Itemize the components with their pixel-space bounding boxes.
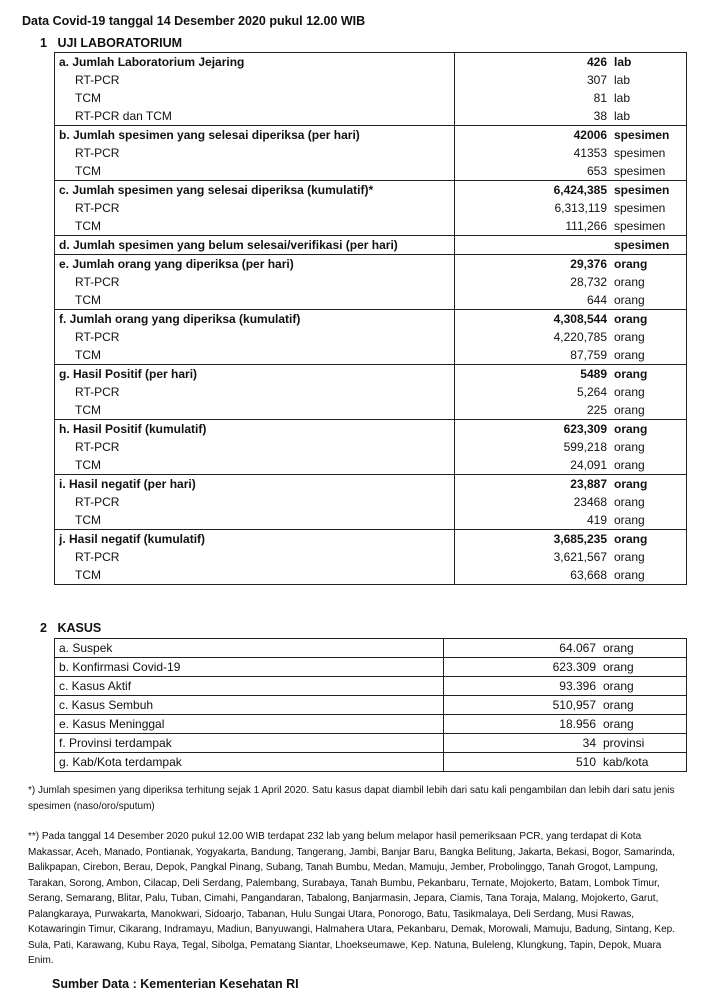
- row-value: 29,376: [455, 255, 612, 274]
- subrow-unit: orang: [614, 495, 645, 509]
- case-label: e. Kasus Meninggal: [55, 715, 444, 734]
- subrow-value: 38: [455, 107, 612, 126]
- case-label: a. Suspek: [55, 639, 444, 658]
- row-label: h. Hasil Positif (kumulatif): [55, 420, 455, 439]
- subrow-label: TCM: [75, 568, 101, 582]
- row-unit: lab: [614, 55, 632, 69]
- subrow-unit: orang: [614, 403, 645, 417]
- subrow-unit: orang: [614, 275, 645, 289]
- section-2-label: KASUS: [57, 621, 102, 635]
- table-row: [55, 677, 687, 696]
- table-row: [55, 734, 687, 753]
- footnote-specimen: *) Jumlah spesimen yang diperiksa terhitung sejak 1 April 2020. Satu kasus dapat diambil lebih dari satu kali pengambilan dan lebih dari satu jenis spesimen (naso/oro/sputum): [28, 785, 675, 812]
- subrow-value: 23468: [455, 493, 612, 511]
- subrow-value: 81: [455, 89, 612, 107]
- table-subrow: [55, 89, 687, 107]
- row-label: i. Hasil negatif (per hari): [55, 475, 455, 494]
- case-unit: orang: [600, 715, 687, 734]
- row-value: 4,308,544: [455, 310, 612, 329]
- table-subrow: [55, 217, 687, 236]
- case-unit: orang: [600, 677, 687, 696]
- table-subrow: [55, 199, 687, 217]
- table-row: [55, 753, 687, 772]
- row-label: b. Jumlah spesimen yang selesai diperiksa (per hari): [55, 126, 455, 145]
- subrow-unit: spesimen: [614, 146, 666, 160]
- table-row: [55, 310, 687, 329]
- subrow-unit: orang: [614, 568, 645, 582]
- subrow-value: 28,732: [455, 273, 612, 291]
- subrow-unit: orang: [614, 458, 645, 472]
- case-value: 510: [444, 753, 601, 772]
- subrow-unit: lab: [614, 109, 631, 123]
- subrow-label: TCM: [75, 458, 101, 472]
- case-label: f. Provinsi terdampak: [55, 734, 444, 753]
- cases-table: [54, 638, 687, 772]
- row-unit: orang: [611, 310, 687, 329]
- subrow-label: TCM: [75, 164, 101, 178]
- row-unit: spesimen: [611, 126, 687, 145]
- case-value: 64.067: [444, 639, 601, 658]
- subrow-label: RT-PCR: [75, 550, 120, 564]
- row-unit: spesimen: [611, 236, 687, 255]
- case-value: 18.956: [444, 715, 601, 734]
- table-row: [55, 365, 687, 384]
- row-label: d. Jumlah spesimen yang belum selesai/verifikasi (per hari): [55, 236, 455, 255]
- subrow-value: 653: [455, 162, 612, 181]
- subrow-label: TCM: [75, 293, 101, 307]
- subrow-value: 111,266: [455, 217, 612, 236]
- subrow-value: 599,218: [455, 438, 612, 456]
- table-subrow: [55, 107, 687, 126]
- row-label: g. Hasil Positif (per hari): [55, 365, 455, 384]
- subrow-label: RT-PCR dan TCM: [75, 109, 172, 123]
- row-value: 623,309: [455, 420, 612, 439]
- row-value: 23,887: [455, 475, 612, 494]
- row-unit: spesimen: [611, 181, 687, 200]
- table-subrow: [55, 566, 687, 584]
- subrow-value: 3,621,567: [455, 548, 612, 566]
- subrow-label: TCM: [75, 403, 101, 417]
- row-label: a. Jumlah Laboratorium Jejaring: [59, 55, 245, 69]
- row-unit: orang: [611, 420, 687, 439]
- row-value: [455, 236, 612, 255]
- row-unit: orang: [611, 530, 687, 549]
- subrow-label: RT-PCR: [75, 440, 120, 454]
- subrow-value: 4,220,785: [455, 328, 612, 346]
- subrow-unit: spesimen: [614, 164, 666, 178]
- case-value: 34: [444, 734, 601, 753]
- case-value: 510,957: [444, 696, 601, 715]
- section-1-heading: [40, 36, 182, 50]
- table-subrow: [55, 346, 687, 365]
- table-subrow: [55, 401, 687, 420]
- case-unit: orang: [600, 658, 687, 677]
- case-unit: provinsi: [600, 734, 687, 753]
- table-subrow: [55, 438, 687, 456]
- subrow-label: TCM: [75, 348, 101, 362]
- table-subrow: [55, 548, 687, 566]
- row-value: 42006: [455, 126, 612, 145]
- subrow-unit: orang: [614, 440, 645, 454]
- subrow-unit: orang: [614, 293, 645, 307]
- lab-test-table: [54, 52, 687, 585]
- case-label: g. Kab/Kota terdampak: [55, 753, 444, 772]
- row-label: e. Jumlah orang yang diperiksa (per hari): [55, 255, 455, 274]
- case-label: c. Kasus Sembuh: [55, 696, 444, 715]
- footnote-unreported-labs: **) Pada tanggal 14 Desember 2020 pukul 12.00 WIB terdapat 232 lab yang belum melapor hasil pemeriksaan PCR, yang terdapat di Kota Makassar, Aceh, Manado, Pontianak, Yogyakarta, Bandung, Tangerang, Jambi, Banjar Baru, Bangka Belitung, Jakarta, Bekasi, Bogor, Samarinda, Balikpapan, Cirebon, Berau, Depok, Pangkal Pinang, Subang, Tanah Bumbu, Medan, Mamuju, Jember, Probolinggo, Tanah Grogot, Lampung, Tarakan, Sorong, Ambon, Cilacap, Deli Serdang, Palembang, Surabaya, Tanah Bumbu, Pekanbaru, Ternate, Mojokerto, Batam, Lombok Timur, Serang, Semarang, Blitar, Palu, Tuban, Cimahi, Pangandaran, Tabalong, Banjarmasin, Jepara, Ciamis, Tana Toraja, Malang, Mojokerto, Garut, Palangkaraya, Purwakarta, Manokwari, Sidoarjo, Tabanan, Hulu Sungai Utara, Ponorogo, Batu, Tasikmalaya, Deli Serdang, Musi Rawas, Kotawaringin Timur, Cikarang, Indramayu, Madiun, Banyuwangi, Halmahera Utara, Pekanbaru, Demak, Morowali, Mamuju, Badung, Sintang, Kep. Sula, Pati, Karawang, Kubu Raya, Tegal, Sibolga, Pematang Siantar, Lhoekseumawe, Kep. Natuna, Buleleng, Klungkung, Tapin, Depok, Muara Enim.: [28, 831, 675, 966]
- case-label: c. Kasus Aktif: [55, 677, 444, 696]
- subrow-value: 87,759: [455, 346, 612, 365]
- subrow-unit: orang: [614, 348, 645, 362]
- subrow-label: RT-PCR: [75, 201, 120, 215]
- subrow-unit: orang: [614, 550, 645, 564]
- case-unit: orang: [600, 639, 687, 658]
- table-subrow: [55, 71, 687, 89]
- subrow-value: 307: [455, 71, 612, 89]
- case-unit: orang: [600, 696, 687, 715]
- subrow-label: TCM: [75, 91, 101, 105]
- row-label: c. Jumlah spesimen yang selesai diperiksa (kumulatif)*: [55, 181, 455, 200]
- table-subrow: [55, 144, 687, 162]
- subrow-value: 24,091: [455, 456, 612, 475]
- subrow-label: RT-PCR: [75, 146, 120, 160]
- subrow-unit: spesimen: [614, 201, 666, 215]
- subrow-value: 225: [455, 401, 612, 420]
- row-unit: orang: [611, 255, 687, 274]
- subrow-unit: spesimen: [614, 219, 666, 233]
- subrow-value: 63,668: [455, 566, 612, 584]
- subrow-unit: lab: [614, 73, 631, 87]
- subrow-unit: lab: [614, 91, 631, 105]
- subrow-unit: orang: [614, 513, 645, 527]
- row-label: f. Jumlah orang yang diperiksa (kumulatif): [55, 310, 455, 329]
- subrow-unit: orang: [614, 330, 645, 344]
- subrow-value: 41353: [455, 144, 612, 162]
- subrow-label: RT-PCR: [75, 495, 120, 509]
- table-row: [55, 696, 687, 715]
- case-label: b. Konfirmasi Covid-19: [55, 658, 444, 677]
- document-title: Data Covid-19 tanggal 14 Desember 2020 pukul 12.00 WIB: [22, 14, 366, 28]
- table-subrow: [55, 456, 687, 475]
- table-subrow: [55, 493, 687, 511]
- data-source: Sumber Data : Kementerian Kesehatan RI: [52, 977, 299, 991]
- case-value: 623.309: [444, 658, 601, 677]
- table-row: [55, 126, 687, 145]
- case-value: 93.396: [444, 677, 601, 696]
- table-row: [55, 420, 687, 439]
- subrow-value: 6,313,119: [455, 199, 612, 217]
- subrow-label: RT-PCR: [75, 330, 120, 344]
- table-row: [55, 639, 687, 658]
- subrow-value: 644: [455, 291, 612, 310]
- table-subrow: [55, 511, 687, 530]
- subrow-label: RT-PCR: [75, 275, 120, 289]
- subrow-value: 5,264: [455, 383, 612, 401]
- subrow-label: TCM: [75, 219, 101, 233]
- table-row: [55, 658, 687, 677]
- table-subrow: [55, 383, 687, 401]
- subrow-label: RT-PCR: [75, 385, 120, 399]
- table-subrow: [55, 162, 687, 181]
- subrow-value: 419: [455, 511, 612, 530]
- table-row: [55, 255, 687, 274]
- subrow-label: RT-PCR: [75, 73, 120, 87]
- section-1-label: UJI LABORATORIUM: [57, 36, 183, 50]
- table-row: [55, 53, 687, 72]
- table-subrow: [55, 291, 687, 310]
- table-spacer: [55, 584, 687, 585]
- table-row: [55, 530, 687, 549]
- row-unit: orang: [611, 475, 687, 494]
- row-unit: orang: [611, 365, 687, 384]
- table-row: [55, 236, 687, 255]
- table-row: [55, 181, 687, 200]
- table-subrow: [55, 328, 687, 346]
- row-value: 426: [455, 53, 612, 72]
- row-value: 3,685,235: [455, 530, 612, 549]
- row-value: 6,424,385: [455, 181, 612, 200]
- section-2-number: 2: [40, 621, 47, 635]
- table-subrow: [55, 273, 687, 291]
- table-row: [55, 475, 687, 494]
- row-label: j. Hasil negatif (kumulatif): [55, 530, 455, 549]
- section-1-number: 1: [40, 36, 47, 50]
- table-row: [55, 715, 687, 734]
- case-unit: kab/kota: [600, 753, 687, 772]
- section-2-heading: [40, 621, 101, 635]
- subrow-unit: orang: [614, 385, 645, 399]
- subrow-label: TCM: [75, 513, 101, 527]
- row-value: 5489: [455, 365, 612, 384]
